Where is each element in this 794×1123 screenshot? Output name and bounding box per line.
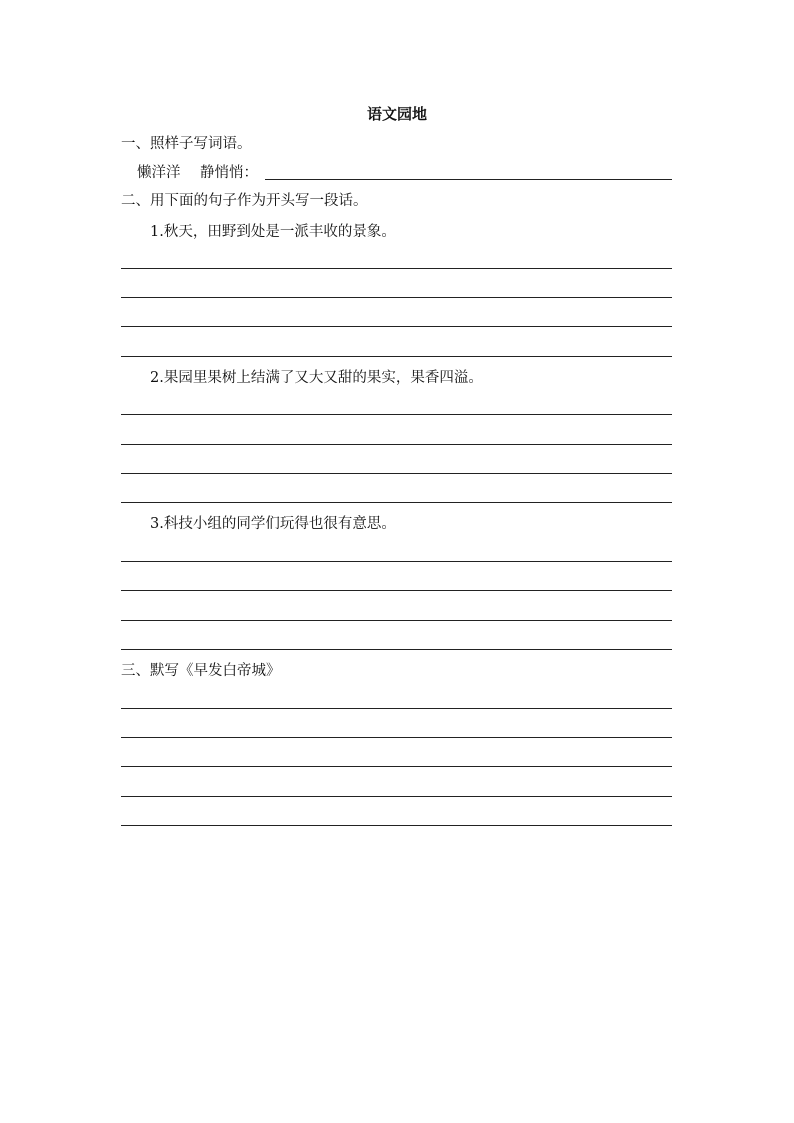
- page-title: 语文园地: [366, 105, 427, 123]
- answer-line[interactable]: [121, 708, 672, 709]
- answer-line[interactable]: [121, 649, 672, 650]
- answer-line[interactable]: [121, 796, 672, 797]
- answer-line[interactable]: [121, 620, 672, 621]
- answer-line[interactable]: [121, 561, 672, 562]
- answer-line[interactable]: [121, 502, 672, 503]
- answer-line[interactable]: [121, 356, 672, 357]
- answer-line[interactable]: [121, 825, 672, 826]
- answer-line[interactable]: [121, 737, 672, 738]
- section2-heading: 二、用下面的句子作为开头写一段话。: [121, 193, 368, 209]
- prompt-item-3: 3.科技小组的同学们玩得也很有意思。: [150, 516, 396, 532]
- answer-line[interactable]: [121, 414, 672, 415]
- answer-line[interactable]: [121, 297, 672, 298]
- answer-line-word[interactable]: [265, 179, 672, 180]
- prompt-item-1: 1.秋天，田野到处是一派丰收的景象。: [150, 224, 396, 240]
- answer-line[interactable]: [121, 473, 672, 474]
- section3-heading: 三、默写《早发白帝城》: [121, 663, 281, 679]
- prompt-item-2: 2.果园里果树上结满了又大又甜的果实，果香四溢。: [150, 370, 483, 386]
- answer-line[interactable]: [121, 326, 672, 327]
- prompt-word: 静悄悄：: [200, 165, 258, 181]
- section1-heading: 一、照样子写词语。: [121, 136, 252, 152]
- answer-line[interactable]: [121, 766, 672, 767]
- answer-line[interactable]: [121, 444, 672, 445]
- answer-line[interactable]: [121, 590, 672, 591]
- example-word: 懒洋洋: [137, 165, 181, 181]
- answer-line[interactable]: [121, 268, 672, 269]
